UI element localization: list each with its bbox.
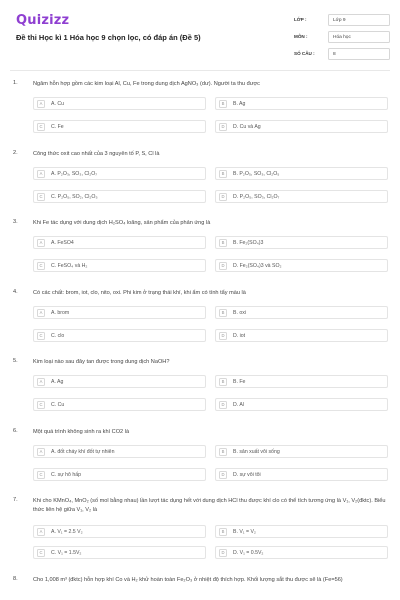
question-number: 8. [13, 576, 18, 582]
option-d[interactable] [215, 468, 388, 481]
meta-count-row [294, 46, 390, 61]
option-letter: D [219, 549, 227, 557]
option-letter: D [219, 401, 227, 409]
option-letter: A [37, 100, 45, 108]
option-letter: D [219, 332, 227, 340]
option-b[interactable] [215, 236, 388, 249]
option-letter: B [219, 170, 227, 178]
option-letter: B [219, 239, 227, 247]
option-d[interactable] [215, 398, 388, 411]
option-text: B. Fe₂(SO₄)3 [233, 239, 264, 246]
option-b[interactable] [215, 306, 388, 319]
option-text: C. Fe [51, 123, 64, 130]
option-letter: C [37, 193, 45, 201]
question-text: Công thức oxit cao nhất của 3 nguyên tố P, S, Cl là [33, 151, 160, 157]
option-text: B. V₁ = V₂ [233, 528, 256, 535]
option-text: A. Ag [51, 378, 64, 385]
option-a[interactable] [33, 445, 206, 458]
option-c[interactable] [33, 190, 206, 203]
option-text: B. P₂O₅, SO₃, Cl₂O₅ [233, 170, 280, 177]
meta-count-value: 8 [328, 48, 390, 60]
option-d[interactable] [215, 546, 388, 559]
option-text: B. oxi [233, 309, 246, 316]
option-letter: A [37, 448, 45, 456]
meta-subject-row [294, 29, 390, 44]
question-number: 5. [13, 358, 18, 364]
header-divider [10, 70, 390, 71]
option-text: B. Ag [233, 100, 246, 107]
option-text: A. FeSO4 [51, 239, 74, 246]
option-c[interactable] [33, 120, 206, 133]
option-text: C. clo [51, 332, 65, 339]
option-text: D. Al [233, 401, 244, 408]
question-text: Một quá trình không sinh ra khí CO2 là [33, 429, 130, 435]
option-text: C. sự hô hấp [51, 471, 82, 478]
option-b[interactable] [215, 97, 388, 110]
option-letter: B [219, 448, 227, 456]
option-text: D. sự vôi tôi [233, 471, 261, 478]
option-letter: A [37, 239, 45, 247]
option-letter: C [37, 401, 45, 409]
option-letter: B [219, 378, 227, 386]
question-text: Kim loại nào sau đây tan được trong dung dịch NaOH? [33, 359, 170, 365]
option-text: D. iot [233, 332, 246, 339]
option-c[interactable] [33, 329, 206, 342]
option-c[interactable] [33, 468, 206, 481]
meta-count-label: SỐ CÂU : [294, 51, 315, 56]
option-letter: C [37, 471, 45, 479]
option-text: D. V₁ = 0.5V₂ [233, 549, 264, 556]
option-letter: C [37, 332, 45, 340]
option-letter: A [37, 309, 45, 317]
option-text: A. đốt cháy khí đốt tự nhiên [51, 448, 115, 455]
meta-subject-value: Hóa học [328, 31, 390, 43]
option-d[interactable] [215, 190, 388, 203]
option-letter: C [37, 549, 45, 557]
option-text: B. Fe [233, 378, 246, 385]
option-text: A. P₂O₃, SO₃, Cl₂O₇ [51, 170, 98, 177]
meta-subject-label: MÔN : [294, 34, 308, 39]
option-letter: A [37, 378, 45, 386]
quizizz-logo: Quizizz [16, 13, 70, 28]
question-text: Ngâm hỗn hợp gồm các kim loại Al, Cu, Fe trong dung dịch AgNO₃ (dư). Người ta thu được [33, 81, 260, 87]
meta-class-label: LỚP : [294, 17, 307, 22]
option-letter: C [37, 262, 45, 270]
question-number: 2. [13, 150, 18, 156]
option-letter: D [219, 193, 227, 201]
option-a[interactable] [33, 236, 206, 249]
option-b[interactable] [215, 445, 388, 458]
option-text: D. Cu và Ag [233, 123, 261, 130]
option-a[interactable] [33, 167, 206, 180]
option-c[interactable] [33, 398, 206, 411]
option-text: A. V₁ = 2.5 V₂ [51, 528, 83, 535]
option-d[interactable] [215, 120, 388, 133]
option-a[interactable] [33, 525, 206, 538]
meta-class-row [294, 12, 390, 27]
question-number: 3. [13, 219, 18, 225]
option-text: C. FeSO₄ và H₂ [51, 262, 88, 269]
question-text: Khi cho KMnO₄, MnO₂ (số mol bằng nhau) lần lượt tác dụng hết với dung dịch HCl thu được khí clo có thể tích tương ứng là V₁, V₂(đktc). Biểu thức liên hệ giữa V₁, V₂ là [33, 498, 386, 513]
option-d[interactable] [215, 329, 388, 342]
option-text: A. brom [51, 309, 70, 316]
worksheet-title: Đề thi Học kì 1 Hóa học 9 chọn lọc, có đáp án (Đề 5) [16, 33, 201, 42]
question-number: 4. [13, 289, 18, 295]
worksheet-meta [294, 12, 390, 63]
option-text: A. Cu [51, 100, 64, 107]
option-text: C. Cu [51, 401, 65, 408]
option-letter: B [219, 100, 227, 108]
option-d[interactable] [215, 259, 388, 272]
worksheet-header [0, 0, 400, 70]
option-c[interactable] [33, 546, 206, 559]
option-letter: D [219, 123, 227, 131]
option-letter: D [219, 471, 227, 479]
meta-class-value: Lớp 9 [328, 14, 390, 26]
question-number: 7. [13, 497, 18, 503]
option-text: C. V₁ = 1.5V₂ [51, 549, 82, 556]
option-text: D. Fe₂(SO₄)3 và SO₂ [233, 262, 282, 269]
option-text: D. P₂O₅, SO₃, Cl₂O₇ [233, 193, 280, 200]
option-b[interactable] [215, 525, 388, 538]
question-number: 1. [13, 80, 18, 86]
option-a[interactable] [33, 97, 206, 110]
option-a[interactable] [33, 306, 206, 319]
option-letter: B [219, 528, 227, 536]
option-letter: C [37, 123, 45, 131]
question-number: 6. [13, 428, 18, 434]
option-text: B. sản xuất vôi sống [233, 448, 280, 455]
option-letter: A [37, 528, 45, 536]
option-letter: B [219, 309, 227, 317]
question-text: Cho 1,008 m³ (đktc) hỗn hợp khí Co và H₂ khử hoàn toàn Fe₂O₃ ở nhiệt độ thích hợp. Khối lượng sắt thu được sẽ là (Fe=56) [33, 577, 343, 583]
option-c[interactable] [33, 259, 206, 272]
question-text: Khi Fe tác dụng với dung dịch H₂SO₄ loãng, sản phẩm của phản ứng là [33, 220, 211, 226]
option-letter: A [37, 170, 45, 178]
option-b[interactable] [215, 167, 388, 180]
option-letter: D [219, 262, 227, 270]
option-text: C. P₂O₅, SO₂, Cl₂O₅ [51, 193, 98, 200]
option-b[interactable] [215, 375, 388, 388]
question-text: Có các chất: brom, iot, clo, nito, oxi. Phi kim ở trạng thái khí, khi ẩm có tính tẩy màu là [33, 290, 246, 296]
option-a[interactable] [33, 375, 206, 388]
